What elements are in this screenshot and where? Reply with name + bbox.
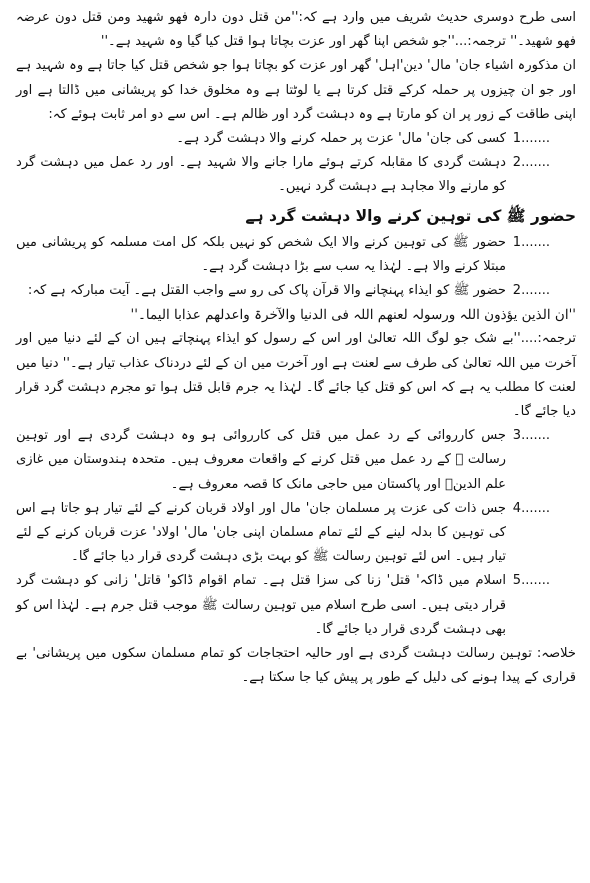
paragraph-explanation: ان مذکورہ اشیاء جان' مال' دین'اہل' گھر اور عزت کو بچاتا ہوا جو شخص قتل کیا جاتا ہے وہ شہید ہے اور جو ان چیزوں پر حملہ کرکے قتل کرتا ہے یا لوٹتا ہے وہ مخلوق خدا کو پریشانی میں ڈالتا ہے اور اپنی طاقت کے زور پر ان کو مارتا ہے وہ دہشت گرد اور ظالم ہے۔ اس سے دو امر ثابت ہوئے کہ: bbox=[16, 58, 576, 122]
point-a1 bbox=[16, 127, 576, 151]
point-c5 bbox=[16, 569, 576, 642]
verse-translation: ترجمہ:....''بے شک جو لوگ اللہ تعالیٰ اور اس کے رسول کو ایذاء پہنچاتے ہیں ان کے لئے دنیا میں اور آخرت میں اللہ تعالیٰ کی طرف سے لعنت ہے اور آخرت میں ان کے لئے دردناک عذاب تیار ہے۔'' دنیا میں لعنت کا مطلب یہ ہے کہ اس کو قتل کیا جائے گا۔ لہٰذا یہ جرم قابل قتل ہوا تو مجرم دہشت گرد قرار دیا جائے گا۔ bbox=[16, 331, 576, 420]
point-text: اسلام میں ڈاکہ' قتل' زنا کی سزا قتل ہے۔ تمام اقوام ڈاکو' قاتل' زانی کو دہشت گرد قرار دیتی ہیں۔ اسی طرح اسلام میں توہین رسالت ﷺ موجب قتل جرم ہے۔ لہٰذا اس کو بھی دہشت گردی قرار دیا جائے گا۔ bbox=[16, 573, 506, 637]
point-number: 1....... bbox=[512, 234, 550, 250]
point-text: جس ذات کی عزت پر مسلمان جان' مال اور اولاد قربان کرنے کے لئے تیار ہو جاتا ہے اس کی توہین کا بدلہ لینے کے لئے تمام مسلمان اپنی جان' مال' اولاد' عزت قربان کرنے کے لئے تیار ہیں۔ اس لئے توہین رسالت ﷺ کو بہت بڑی دہشت گردی قرار دیا جائے گا۔ bbox=[16, 500, 506, 565]
conclusion-paragraph: خلاصہ: توہین رسالت دہشت گردی ہے اور حالیہ احتجاجات کو تمام مسلمان سکوں میں پریشانی' بے قراری کے پیدا ہونے کی دلیل کے طور پر پیش کیا جا سکتا ہے۔ bbox=[16, 646, 576, 686]
point-number: 2....... bbox=[512, 155, 550, 171]
point-a2 bbox=[16, 151, 576, 199]
point-text: حضور ﷺ کی توہین کرنے والا ایک شخص کو نہیں بلکہ کل امت مسلمہ کو پریشانی میں مبتلا کرنے والا ہے۔ لہٰذا یہ سب سے بڑا دہشت گرد ہے۔ bbox=[16, 234, 506, 274]
point-c3 bbox=[16, 424, 576, 497]
point-b2 bbox=[16, 279, 576, 303]
point-text: جس کارروائی کے رد عمل میں قتل کی کارروائی ہو وہ دہشت گردی ہے اور توہین رسالت ﷺ کے رد عمل میں قتل کرنے کے واقعات معروف ہیں۔ متحدہ ہندوستان میں غازی علم الدینؒ اور پاکستان میں حاجی مانک کا قصہ معروف ہے۔ bbox=[16, 428, 506, 492]
point-b1 bbox=[16, 231, 576, 279]
point-number: 5....... bbox=[512, 573, 550, 589]
point-text: کسی کی جان' مال' عزت پر حملہ کرنے والا دہشت گرد ہے۔ bbox=[176, 131, 506, 147]
paragraph-hadith: اسی طرح دوسری حدیث شریف میں وارد ہے کہ:''من قتل دون دارہ فھو شھید ومن قتل دون عرضہ فھو شھید۔'' ترجمہ:...''جو شخص اپنا گھر اور عزت بچاتا ہوا قتل کیا گیا وہ شہید ہے۔'' bbox=[16, 10, 576, 50]
point-c4 bbox=[16, 497, 576, 570]
section-heading: حضور ﷺ کی توہین کرنے والا دہشت گرد ہے bbox=[245, 206, 576, 225]
quranic-verse: ''ان الذین یؤذون اللہ ورسولہ لعنھم اللہ فی الدنیا والآخرۃ واعدلھم عذابا الیما۔'' bbox=[130, 307, 576, 324]
point-text: دہشت گردی کا مقابلہ کرتے ہوئے مارا جانے والا شہید ہے۔ اور رد عمل میں دہشت گرد کو مارنے والا مجاہد ہے دہشت گرد نہیں۔ bbox=[16, 155, 506, 195]
point-text: حضور ﷺ کو ایذاء پہنچانے والا قرآن پاک کی رو سے واجب القتل ہے۔ آیت مبارکہ ہے کہ: bbox=[27, 283, 506, 299]
point-number: 3....... bbox=[512, 428, 550, 444]
point-number: 1....... bbox=[512, 131, 550, 147]
point-number: 4....... bbox=[512, 500, 550, 516]
point-number: 2....... bbox=[512, 283, 550, 299]
